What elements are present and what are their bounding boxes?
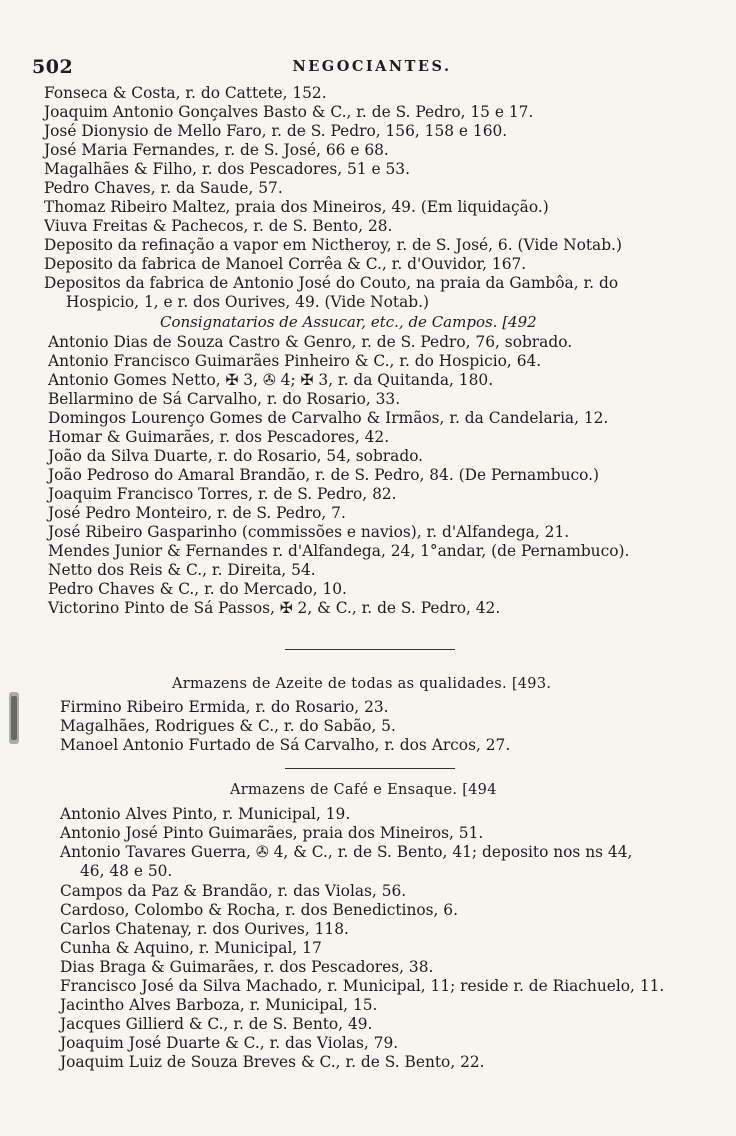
entry: Homar & Guimarães, r. dos Pescadores, 42.	[48, 428, 390, 446]
entry-continuation: Hospicio, 1, e r. dos Ourives, 49. (Vide Notab.)	[66, 293, 430, 311]
section-divider	[285, 768, 455, 769]
entry: Jacintho Alves Barboza, r. Municipal, 15.	[60, 996, 378, 1014]
entry: Bellarmino de Sá Carvalho, r. do Rosario, 33.	[48, 390, 401, 408]
entry: José Maria Fernandes, r. de S. José, 66 e 68.	[44, 141, 389, 159]
entry: Mendes Junior & Fernandes r. d'Alfandega, 24, 1°andar, (de Pernambuco).	[48, 542, 630, 560]
entry: Carlos Chatenay, r. dos Ourives, 118.	[60, 920, 349, 938]
entry: Fonseca & Costa, r. do Cattete, 152.	[44, 84, 327, 102]
running-title: NEGOCIANTES.	[292, 58, 452, 75]
page-header	[32, 56, 712, 82]
entry: Pedro Chaves, r. da Saude, 57.	[44, 179, 283, 197]
entry: José Dionysio de Mello Faro, r. de S. Pedro, 156, 158 e 160.	[44, 122, 508, 140]
entry-continuation: 46, 48 e 50.	[80, 862, 173, 880]
entry: João da Silva Duarte, r. do Rosario, 54, sobrado.	[48, 447, 424, 465]
section-heading-azeite: Armazens de Azeite de todas as qualidades. [493.	[172, 676, 552, 692]
entry: Viuva Freitas & Pachecos, r. de S. Bento, 28.	[44, 217, 393, 235]
entry: Netto dos Reis & C., r. Direita, 54.	[48, 561, 316, 579]
entry: Antonio José Pinto Guimarães, praia dos Mineiros, 51.	[60, 824, 484, 842]
entry: Campos da Paz & Brandão, r. das Violas, 56.	[60, 882, 407, 900]
entry: Manoel Antonio Furtado de Sá Carvalho, r. dos Arcos, 27.	[60, 736, 511, 754]
section-divider	[285, 649, 455, 650]
entry: Magalhães, Rodrigues & C., r. do Sabão, 5.	[60, 717, 396, 735]
entry: Joaquim Francisco Torres, r. de S. Pedro, 82.	[48, 485, 397, 503]
entry: Antonio Alves Pinto, r. Municipal, 19.	[60, 805, 351, 823]
entry: Joaquim José Duarte & C., r. das Violas, 79.	[60, 1034, 399, 1052]
entry: Antonio Dias de Souza Castro & Genro, r. de S. Pedro, 76, sobrado.	[48, 333, 573, 351]
entry: Domingos Lourenço Gomes de Carvalho & Irmãos, r. da Candelaria, 12.	[48, 409, 609, 427]
entry: Francisco José da Silva Machado, r. Municipal, 11; reside r. de Riachuelo, 11.	[60, 977, 665, 995]
entry: Deposito da fabrica de Manoel Corrêa & C., r. d'Ouvidor, 167.	[44, 255, 527, 273]
entry: Victorino Pinto de Sá Passos, ✠ 2, & C., r. de S. Pedro, 42.	[48, 599, 501, 617]
entry: Antonio Francisco Guimarães Pinheiro & C., r. do Hospicio, 64.	[48, 352, 542, 370]
entry: Magalhães & Filho, r. dos Pescadores, 51 e 53.	[44, 160, 410, 178]
entry: Pedro Chaves & C., r. do Mercado, 10.	[48, 580, 347, 598]
entry: Jacques Gillierd & C., r. de S. Bento, 49.	[60, 1015, 373, 1033]
section-heading-consignatarios: Consignatarios de Assucar, etc., de Campos. [492	[160, 313, 537, 331]
entry: Deposito da refinação a vapor em Nictheroy, r. de S. José, 6. (Vide Notab.)	[44, 236, 622, 254]
entry: Cardoso, Colombo & Rocha, r. dos Benedictinos, 6.	[60, 901, 458, 919]
entry: José Pedro Monteiro, r. de S. Pedro, 7.	[48, 504, 346, 522]
entry: Depositos da fabrica de Antonio José do Couto, na praia da Gambôa, r. do	[44, 274, 619, 292]
entry: Firmino Ribeiro Ermida, r. do Rosario, 23.	[60, 698, 389, 716]
entry: Joaquim Antonio Gonçalves Basto & C., r. de S. Pedro, 15 e 17.	[44, 103, 534, 121]
entry: Antonio Gomes Netto, ✠ 3, ✇ 4; ✠ 3, r. da Quitanda, 180.	[48, 371, 494, 389]
entry: Cunha & Aquino, r. Municipal, 17	[60, 939, 322, 957]
entry: Joaquim Luiz de Souza Breves & C., r. de S. Bento, 22.	[60, 1053, 485, 1071]
section-heading-cafe: Armazens de Café e Ensaque. [494	[230, 782, 497, 798]
entry: Thomaz Ribeiro Maltez, praia dos Mineiros, 49. (Em liquidação.)	[44, 198, 549, 216]
entry: João Pedroso do Amaral Brandão, r. de S. Pedro, 84. (De Pernambuco.)	[48, 466, 600, 484]
margin-stamp-icon	[6, 690, 22, 746]
page-number: 502	[32, 56, 74, 78]
entry: José Ribeiro Gasparinho (commissões e navios), r. d'Alfandega, 21.	[48, 523, 570, 541]
entry: Dias Braga & Guimarães, r. dos Pescadores, 38.	[60, 958, 434, 976]
entry: Antonio Tavares Guerra, ✇ 4, & C., r. de S. Bento, 41; deposito nos ns 44,	[60, 843, 633, 861]
